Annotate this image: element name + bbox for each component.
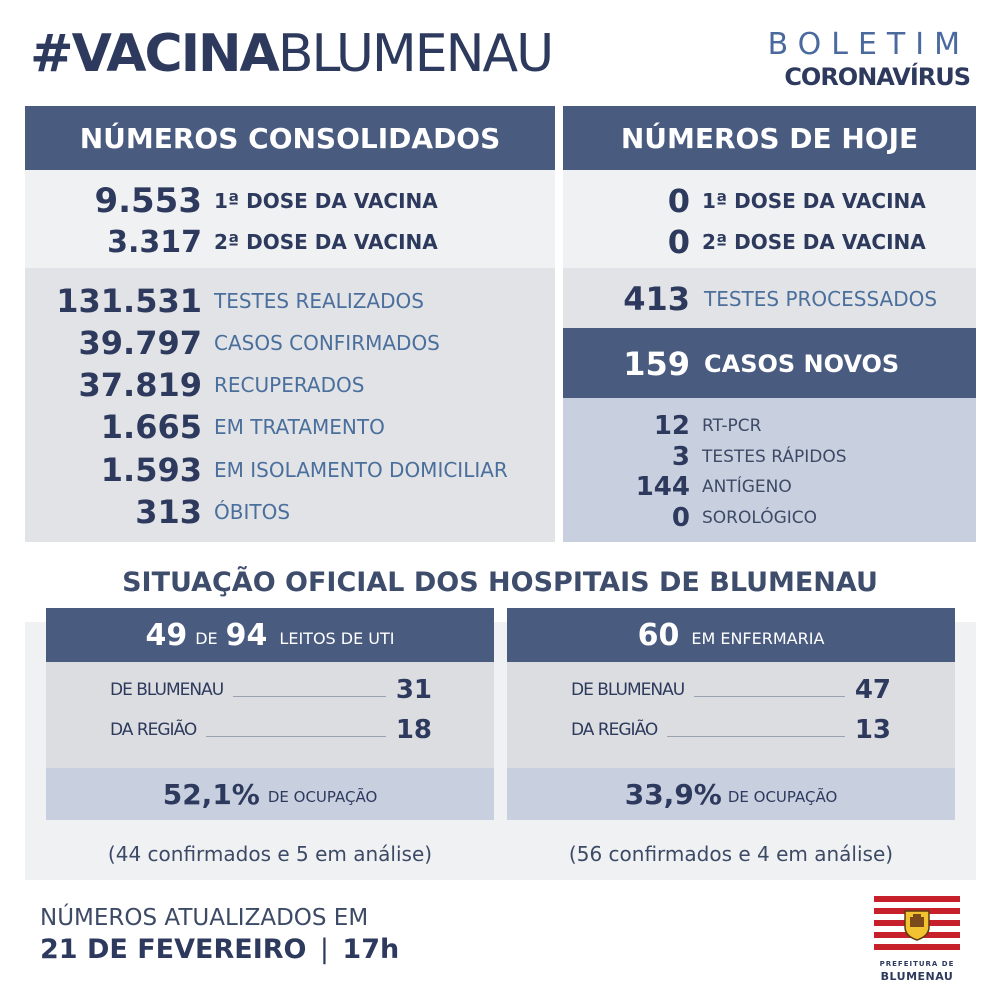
flag-stripe xyxy=(874,944,960,950)
breakdown-row xyxy=(570,471,792,503)
uti-ocupacao-label: DE OCUPAÇÃO xyxy=(267,788,378,806)
coat-of-arms-icon xyxy=(903,909,931,941)
enfermaria-regiao-leader-line xyxy=(667,736,845,737)
hoje-vacina-1-value: 0 xyxy=(667,182,690,220)
uti-regiao-value: 18 xyxy=(395,715,432,745)
enfermaria-ocupacao-bar xyxy=(507,768,955,820)
boletim-title xyxy=(768,28,970,92)
hoje-vacina-1-label: 1ª DOSE DA VACINA xyxy=(702,189,926,213)
enfermaria-regiao-label: DA REGIÃO xyxy=(571,720,658,740)
stat-value: 131.531 xyxy=(56,282,202,320)
footer-date xyxy=(40,934,399,965)
breakdown-value: 144 xyxy=(635,472,690,502)
consolidados-vacina-2-label: 2ª DOSE DA VACINA xyxy=(214,230,438,254)
stat-value: 37.819 xyxy=(78,366,202,404)
enfermaria-label: EM ENFERMARIA xyxy=(691,628,825,648)
uti-blumenau-label: DE BLUMENAU xyxy=(110,680,224,700)
stat-value: 39.797 xyxy=(78,324,202,362)
prefeitura-logo xyxy=(874,896,960,986)
uti-regiao-label: DA REGIÃO xyxy=(110,720,197,740)
logo-line-2: BLUMENAU xyxy=(880,970,954,983)
stat-label: EM ISOLAMENTO DOMICILIAR xyxy=(214,458,508,482)
uti-total: 94 xyxy=(225,617,268,653)
enfermaria-ocupacao-label: DE OCUPAÇÃO xyxy=(727,788,838,806)
consolidados-vacina-2-value: 3.317 xyxy=(107,224,202,260)
flag-stripe xyxy=(874,896,960,902)
stat-row xyxy=(40,406,385,448)
enfermaria-header xyxy=(507,608,955,662)
consolidados-vacina-1-label: 1ª DOSE DA VACINA xyxy=(214,189,438,213)
uti-blumenau-value: 31 xyxy=(395,675,432,705)
uti-ocupacao-value: 52,1% xyxy=(162,777,260,811)
hoje-vacina-row-2 xyxy=(570,222,926,262)
logo-line-1: PREFEITURA DE xyxy=(879,960,955,968)
enfermaria-blumenau-value: 47 xyxy=(854,675,891,705)
uti-header xyxy=(46,608,494,662)
uti-occupied: 49 xyxy=(145,617,188,653)
breakdown-row xyxy=(570,502,817,534)
hoje-testes-label: TESTES PROCESSADOS xyxy=(704,287,938,311)
stat-row xyxy=(40,322,440,364)
stat-row xyxy=(40,449,508,491)
breakdown-label: TESTES RÁPIDOS xyxy=(702,447,847,467)
stat-value: 1.593 xyxy=(100,451,202,489)
uti-de: DE xyxy=(195,628,218,648)
uti-ocupacao-bar xyxy=(46,768,494,820)
campaign-title-light: BLUMENAU xyxy=(277,24,553,84)
campaign-title-bold: #VACINA xyxy=(30,24,278,84)
stat-value: 1.665 xyxy=(100,408,202,446)
breakdown-label: RT-PCR xyxy=(702,416,762,436)
consolidados-vacina-row-1 xyxy=(40,180,438,222)
breakdown-value: 3 xyxy=(671,442,690,472)
hoje-vacina-row-1 xyxy=(570,180,926,222)
uti-label: LEITOS DE UTI xyxy=(279,628,395,648)
consolidados-header: NÚMEROS CONSOLIDADOS xyxy=(25,106,555,170)
hoje-header: NÚMEROS DE HOJE xyxy=(563,106,976,170)
uti-blumenau-leader-line xyxy=(233,696,386,697)
enfermaria-ocupacao-value: 33,9% xyxy=(624,777,722,811)
casos-novos-row xyxy=(570,342,899,386)
footer-updated-label: NÚMEROS ATUALIZADOS EM xyxy=(40,905,369,931)
breakdown-row xyxy=(570,441,847,473)
stat-label: TESTES REALIZADOS xyxy=(214,289,424,313)
hoje-testes-row xyxy=(570,278,937,320)
coronavirus-label: CORONAVÍRUS xyxy=(784,63,970,91)
breakdown-row xyxy=(570,410,761,442)
uti-note: (44 confirmados e 5 em análise) xyxy=(107,842,433,866)
hoje-vacina-2-value: 0 xyxy=(667,223,690,261)
enfermaria-blumenau-row xyxy=(571,672,891,708)
uti-regiao-row xyxy=(110,712,432,748)
uti-regiao-leader-line xyxy=(206,736,386,737)
boletim-label: BOLETIM xyxy=(767,27,970,62)
breakdown-value: 12 xyxy=(653,411,690,441)
enfermaria-blumenau-leader-line xyxy=(694,696,845,697)
consolidados-vacina-row-2 xyxy=(40,222,438,262)
hospitais-title: SITUAÇÃO OFICIAL DOS HOSPITAIS DE BLUMENAU xyxy=(122,567,878,598)
enfermaria-occupied: 60 xyxy=(637,617,680,653)
enfermaria-regiao-row xyxy=(571,712,891,748)
enfermaria-note: (56 confirmados e 4 em análise) xyxy=(568,842,894,866)
breakdown-label: SOROLÓGICO xyxy=(702,508,818,528)
uti-blumenau-row xyxy=(110,672,432,708)
enfermaria-regiao-value: 13 xyxy=(854,715,891,745)
hoje-vacina-2-label: 2ª DOSE DA VACINA xyxy=(702,230,926,254)
consolidados-vacina-1-value: 9.553 xyxy=(94,181,202,221)
hoje-testes-value: 413 xyxy=(623,280,690,318)
footer-time: 17h xyxy=(342,934,400,965)
stat-row xyxy=(40,491,290,533)
stat-value: 313 xyxy=(135,493,202,531)
stat-row xyxy=(40,364,364,406)
casos-novos-value: 159 xyxy=(623,345,690,383)
stat-row xyxy=(40,280,424,322)
stat-label: CASOS CONFIRMADOS xyxy=(214,331,440,355)
campaign-title xyxy=(30,22,552,86)
stat-label: EM TRATAMENTO xyxy=(214,415,385,439)
breakdown-label: ANTÍGENO xyxy=(702,477,792,497)
stat-label: RECUPERADOS xyxy=(214,373,365,397)
breakdown-value: 0 xyxy=(671,503,690,533)
enfermaria-blumenau-label: DE BLUMENAU xyxy=(571,680,685,700)
casos-novos-label: CASOS NOVOS xyxy=(704,350,900,378)
stat-label: ÓBITOS xyxy=(214,500,291,524)
footer-separator: | xyxy=(319,934,329,965)
footer-date-text: 21 DE FEVEREIRO xyxy=(40,934,307,965)
